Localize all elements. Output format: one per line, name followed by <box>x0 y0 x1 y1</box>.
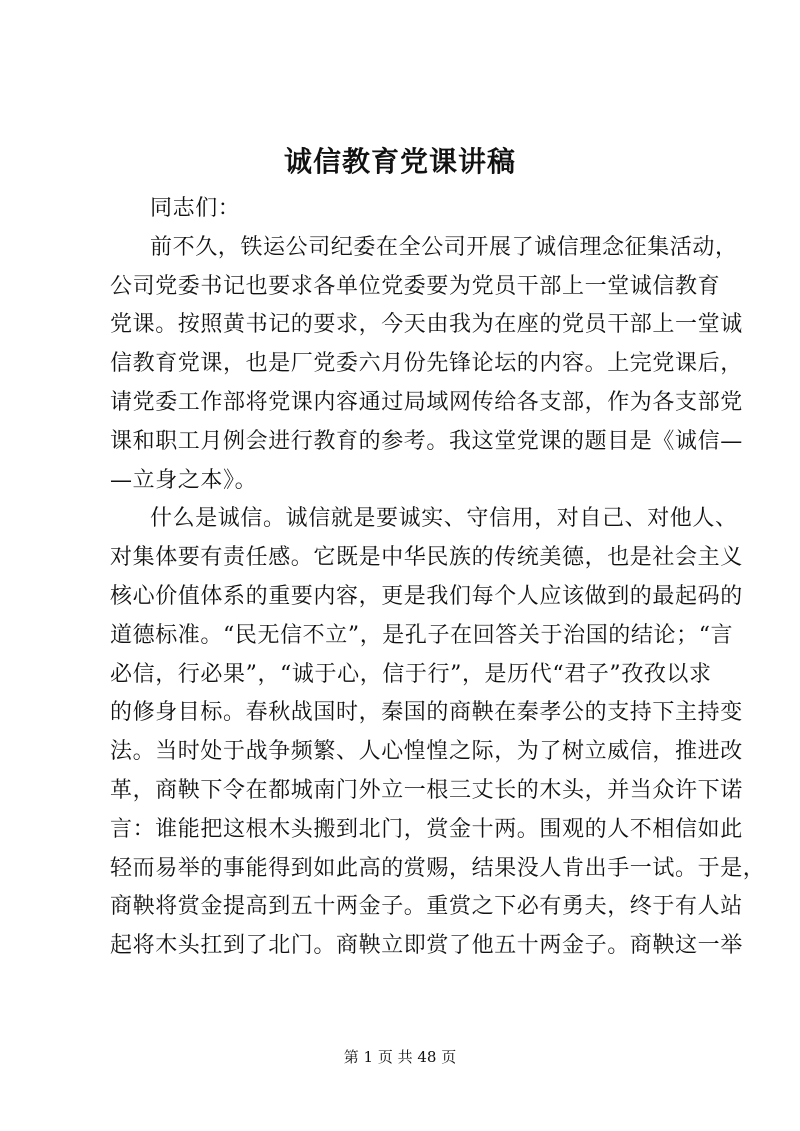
text-line: 轻而易举的事能得到如此高的赏赐，结果没人肯出手一试。于是， <box>110 855 766 881</box>
text-line: 前不久，铁运公司纪委在全公司开展了诚信理念征集活动， <box>150 234 738 260</box>
text-line: 对集体要有责任感。它既是中华民族的传统美德，也是社会主义 <box>110 545 743 571</box>
text-line: 商鞅将赏金提高到五十两金子。重赏之下必有勇夫，终于有人站 <box>110 894 743 920</box>
text-line: 公司党委书记也要求各单位党委要为党员干部上一堂诚信教育 <box>110 273 721 299</box>
text-line: 言：谁能把这根木头搬到北门，赏金十两。围观的人不相信如此 <box>110 816 743 842</box>
text-line: 起将木头扛到了北门。商鞅立即赏了他五十两金子。商鞅这一举 <box>110 933 743 959</box>
text-line: 请党委工作部将党课内容通过局域网传给各支部，作为各支部党 <box>110 389 743 415</box>
page-number-footer: 第 1 页 共 48 页 <box>343 1048 457 1066</box>
text-line: 必信，行必果”，“诚于心，信于行”，是历代“君子”孜孜以求 <box>110 661 712 687</box>
text-line: 革，商鞅下令在都城南门外立一根三丈长的木头，并当众许下诺 <box>110 777 743 803</box>
text-line: 道德标准。“民无信不立”，是孔子在回答关于治国的结论；“言 <box>110 622 734 648</box>
text-line: 核心价值体系的重要内容，更是我们每个人应该做到的最起码的 <box>110 583 743 609</box>
text-line: —立身之本》。 <box>110 467 258 493</box>
text-line: 课和职工月例会进行教育的参考。我这堂党课的题目是《诚信— <box>110 428 743 454</box>
text-line: 法。当时处于战争频繁、人心惶惶之际，为了树立威信，推进改 <box>110 739 743 765</box>
text-line: 什么是诚信。诚信就是要诚实、守信用，对自己、对他人、 <box>150 506 738 532</box>
text-line: 信教育党课，也是厂党委六月份先锋论坛的内容。上完党课后， <box>110 351 743 377</box>
text-line: 的修身目标。春秋战国时，秦国的商鞅在秦孝公的支持下主持变 <box>110 700 743 726</box>
text-line: 党课。按照黄书记的要求，今天由我为在座的党员干部上一堂诚 <box>110 312 743 338</box>
page-title: 诚信教育党课讲稿 <box>283 145 516 178</box>
text-line: 同志们： <box>150 196 241 221</box>
document-body <box>110 190 766 966</box>
